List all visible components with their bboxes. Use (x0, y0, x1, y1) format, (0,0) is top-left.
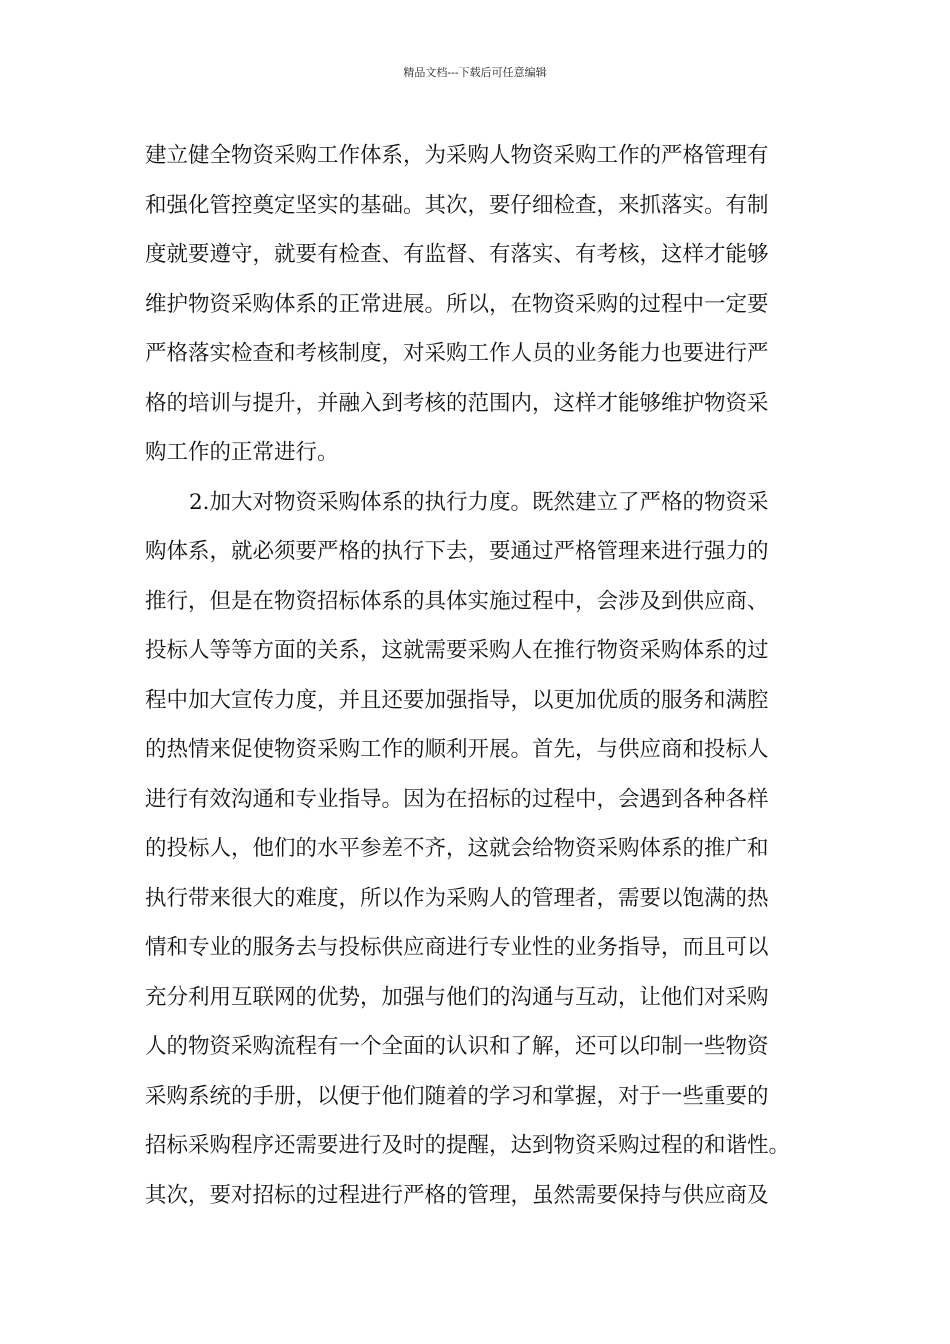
text-line: 维护物资采购体系的正常进展。所以，在物资采购的过程中一定要 (145, 291, 769, 317)
text-line: 格的培训与提升，并融入到考核的范围内，这样才能够维护物资采 (145, 390, 769, 416)
page-header: 精品文档---下载后可任意编辑 (403, 66, 547, 79)
body-text (145, 131, 805, 1220)
text-line: 充分利用互联网的优势，加强与他们的沟通与互动，让他们对采购 (145, 984, 769, 1010)
text-line: 采购系统的手册，以便于他们随着的学习和掌握，对于一些重要的 (145, 1083, 769, 1109)
text-line: 程中加大宣传力度，并且还要加强指导，以更加优质的服务和满腔 (145, 687, 769, 713)
text-line: 投标人等等方面的关系，这就需要采购人在推行物资采购体系的过 (145, 638, 769, 663)
text-line: 执行带来很大的难度，所以作为采购人的管理者，需要以饱满的热 (145, 885, 769, 911)
text-line: 的热情来促使物资采购工作的顺利开展。首先，与供应商和投标人 (145, 737, 769, 762)
text-line: 的投标人，他们的水平参差不齐，这就会给物资采购体系的推广和 (145, 836, 769, 861)
text-line: 购体系，就必须要严格的执行下去，要通过严格管理来进行强力的 (145, 539, 769, 564)
text-line: 推行，但是在物资招标体系的具体实施过程中，会涉及到供应商、 (145, 588, 769, 614)
text-line: 严格落实检查和考核制度，对采购工作人员的业务能力也要进行严 (145, 341, 769, 366)
text-line: 进行有效沟通和专业指导。因为在招标的过程中，会遇到各种各样 (145, 786, 769, 812)
text-line: 其次，要对招标的过程进行严格的管理，虽然需要保持与供应商及 (145, 1182, 769, 1208)
text-line-paragraph-start: 2.加大对物资采购体系的执行力度。既然建立了严格的物资采 (189, 489, 769, 515)
text-line: 情和专业的服务去与投标供应商进行专业性的业务指导，而且可以 (145, 935, 769, 960)
text-line: 度就要遵守，就要有检查、有监督、有落实、有考核，这样才能够 (145, 242, 769, 267)
text-line: 招标采购程序还需要进行及时的提醒，达到物资采购过程的和谐性。 (145, 1133, 791, 1158)
text-line: 建立健全物资采购工作体系，为采购人物资采购工作的严格管理有 (145, 143, 769, 168)
text-line: 和强化管控奠定坚实的基础。其次，要仔细检查，来抓落实。有制 (145, 192, 769, 218)
text-line: 人的物资采购流程有一个全面的认识和了解，还可以印制一些物资 (145, 1034, 769, 1059)
text-line: 购工作的正常进行。 (145, 440, 339, 465)
